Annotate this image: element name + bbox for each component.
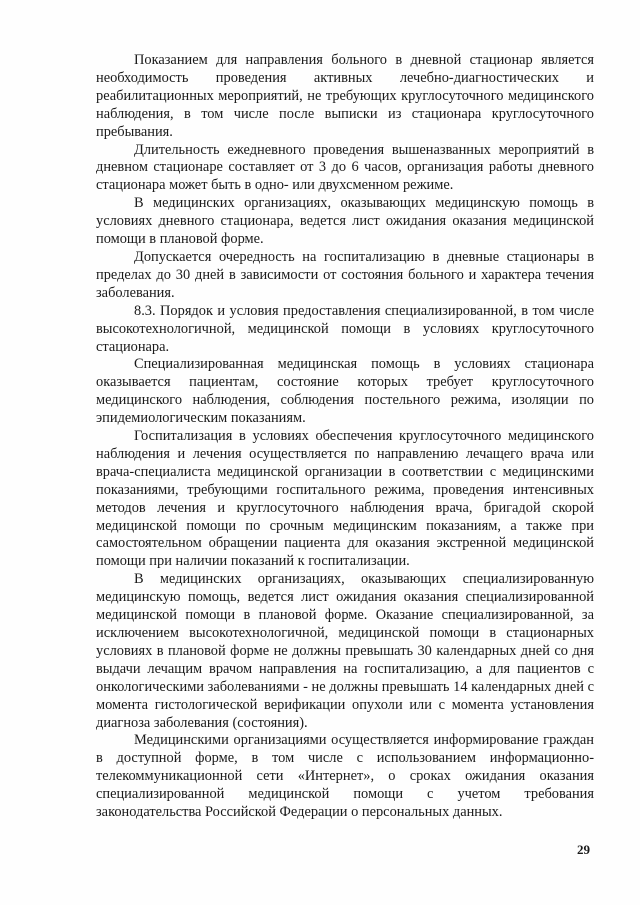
- paragraph-informing-citizens: Медицинскими организациями осуществляется информирование граждан в доступной форме, в том числе с использованием информационно-телекоммуникационной сети «Интернет», о сроках ожидания оказания специализированной медицинской помощи с учетом требования законодательства Российской Федерации о персональных данных.: [96, 732, 594, 821]
- section-heading-8-3: 8.3. Порядок и условия предоставления специализированной, в том числе высокотехнологичной, медицинской помощи в условиях круглосуточного стационара.: [96, 302, 594, 355]
- document-body: [96, 52, 594, 822]
- paragraph-specialized-waiting-list: В медицинских организациях, оказывающих специализированную медицинскую помощь, ведется лист ожидания оказания специализированной медицинской помощи в плановой форме. Оказание специализированной, за исключением высокотехнологичной, медицинской помощи в стационарных условиях в плановой форме не должны превышать 30 календарных дней со дня выдачи лечащим врачом направления на госпитализацию, а для пациентов с онкологическими заболеваниями - не должны превышать 14 календарных дней с момента гистологической верификации опухоли или с момента установления диагноза заболевания (состояния).: [96, 571, 594, 731]
- paragraph-day-hospital-duration: Длительность ежедневного проведения вышеназванных мероприятий в дневном стационаре составляет от 3 до 6 часов, организация работы дневного стационара может быть в одно- или двухсменном режиме.: [96, 141, 594, 194]
- paragraph-specialized-care: Специализированная медицинская помощь в условиях стационара оказывается пациентам, состояние которых требует круглосуточного медицинского наблюдения, соблюдения постельного режима, изоляции по эпидемиологическим показаниям.: [96, 356, 594, 427]
- paragraph-hospitalization: Госпитализация в условиях обеспечения круглосуточного медицинского наблюдения и лечения осуществляется по направлению лечащего врача или врача-специалиста медицинской организации в соответствии с медицинскими показаниями, требующими госпитального режима, проведения интенсивных методов лечения и круглосуточного наблюдения врача, бригадой скорой медицинской помощи по срочным медицинским показаниям, а также при самостоятельном обращении пациента для оказания экстренной медицинской помощи при наличии показаний к госпитализации.: [96, 428, 594, 570]
- page-number: 29: [577, 842, 590, 857]
- paragraph-day-hospital-indications: Показанием для направления больного в дневной стационар является необходимость проведения активных лечебно-диагностических и реабилитационных мероприятий, не требующих круглосуточного медицинского наблюдения, в том числе после выписки из стационара круглосуточного пребывания.: [96, 52, 594, 140]
- paragraph-day-hospital-waiting-list: В медицинских организациях, оказывающих медицинскую помощь в условиях дневного стационара, ведется лист ожидания оказания медицинской помощи в плановой форме.: [96, 195, 594, 248]
- paragraph-day-hospital-queue: Допускается очередность на госпитализацию в дневные стационары в пределах до 30 дней в зависимости от состояния больного и характера течения заболевания.: [96, 248, 594, 301]
